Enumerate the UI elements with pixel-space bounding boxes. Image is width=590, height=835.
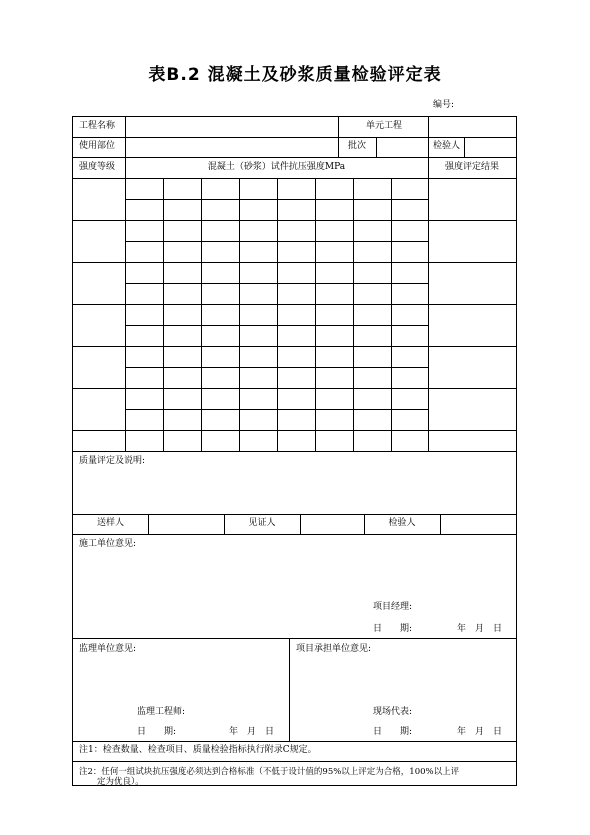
col-divider	[440, 514, 441, 534]
row-divider	[73, 741, 516, 742]
page-title: 表B.2 混凝土及砂浆质量检验评定表	[148, 65, 442, 85]
col-divider	[338, 117, 339, 137]
col-divider	[289, 638, 290, 741]
grid-col-divider	[163, 178, 164, 451]
sample-sender-label: 送样人	[96, 518, 124, 528]
contractor-ymd-label: 年 月 日	[457, 727, 503, 737]
grid-group-divider	[73, 304, 516, 305]
row-divider	[73, 137, 516, 138]
evaluation-form	[72, 116, 517, 786]
quality-evaluation-label: 质量评定及说明:	[79, 456, 146, 466]
project-name-label: 工程名称	[79, 121, 116, 131]
grid-col-divider	[315, 178, 316, 451]
row-divider	[73, 638, 516, 639]
col-divider	[125, 137, 126, 157]
grid-col-divider	[391, 178, 392, 451]
col-divider	[428, 137, 429, 157]
grid-group-divider	[73, 388, 516, 389]
strength-header: 混凝土（砂浆）试件抗压强度MPa	[207, 162, 346, 172]
grid-group-divider	[73, 430, 516, 431]
row-divider	[73, 514, 516, 515]
serial-number-label: 编号:	[433, 100, 455, 110]
usage-part-label: 使用部位	[79, 141, 116, 151]
grid-col-divider	[125, 178, 126, 451]
col-divider	[338, 137, 339, 157]
result-header: 强度评定结果	[444, 162, 499, 172]
grid-col-divider	[201, 178, 202, 451]
supervision-opinion-label: 监理单位意见:	[79, 644, 137, 654]
col-divider	[428, 117, 429, 137]
col-divider	[300, 514, 301, 534]
inspector-label: 检验人	[433, 141, 461, 151]
grid-group-divider	[73, 451, 516, 452]
construction-opinion-label: 施工单位意见:	[79, 539, 137, 549]
row-divider	[73, 178, 516, 179]
sign-inspector-label: 检验人	[388, 518, 416, 528]
supervision-engineer-label: 监理工程师:	[137, 707, 186, 717]
note-2-line-2: 定为优良）。	[97, 777, 144, 787]
grid-col-divider	[277, 178, 278, 451]
project-manager-label: 项目经理:	[373, 602, 413, 612]
grid-group-divider	[73, 346, 516, 347]
grid-group-divider	[73, 220, 516, 221]
contractor-date-label: 日 期:	[373, 727, 413, 737]
grid-col-divider	[239, 178, 240, 451]
row-divider	[73, 157, 516, 158]
grid-group-divider	[73, 262, 516, 263]
construction-date-label: 日 期:	[373, 624, 413, 634]
batch-label: 批次	[348, 141, 367, 151]
row-divider	[73, 534, 516, 535]
witness-label: 见证人	[248, 518, 276, 528]
supervision-ymd-label: 年 月 日	[229, 727, 275, 737]
grid-col-divider	[353, 178, 354, 451]
site-representative-label: 现场代表:	[373, 707, 413, 717]
supervision-date-label: 日 期:	[137, 727, 177, 737]
grid-col-divider	[428, 178, 429, 451]
note-2-line-1: 注2：任何一组试块抗压强度必须达到合格标准（不低于设计值的95%以上评定为合格，100%以上评	[79, 767, 460, 777]
row-divider	[73, 761, 516, 762]
contractor-opinion-label: 项目承担单位意见:	[296, 644, 372, 654]
note-1: 注1：检查数量、检查项目、质量检验指标执行附录C规定。	[79, 745, 317, 755]
strength-grade-label: 强度等级	[79, 162, 116, 172]
col-divider	[125, 117, 126, 137]
col-divider	[148, 514, 149, 534]
col-divider	[376, 137, 377, 157]
unit-project-label: 单元工程	[366, 121, 403, 131]
construction-ymd-label: 年 月 日	[457, 624, 503, 634]
col-divider	[464, 137, 465, 157]
